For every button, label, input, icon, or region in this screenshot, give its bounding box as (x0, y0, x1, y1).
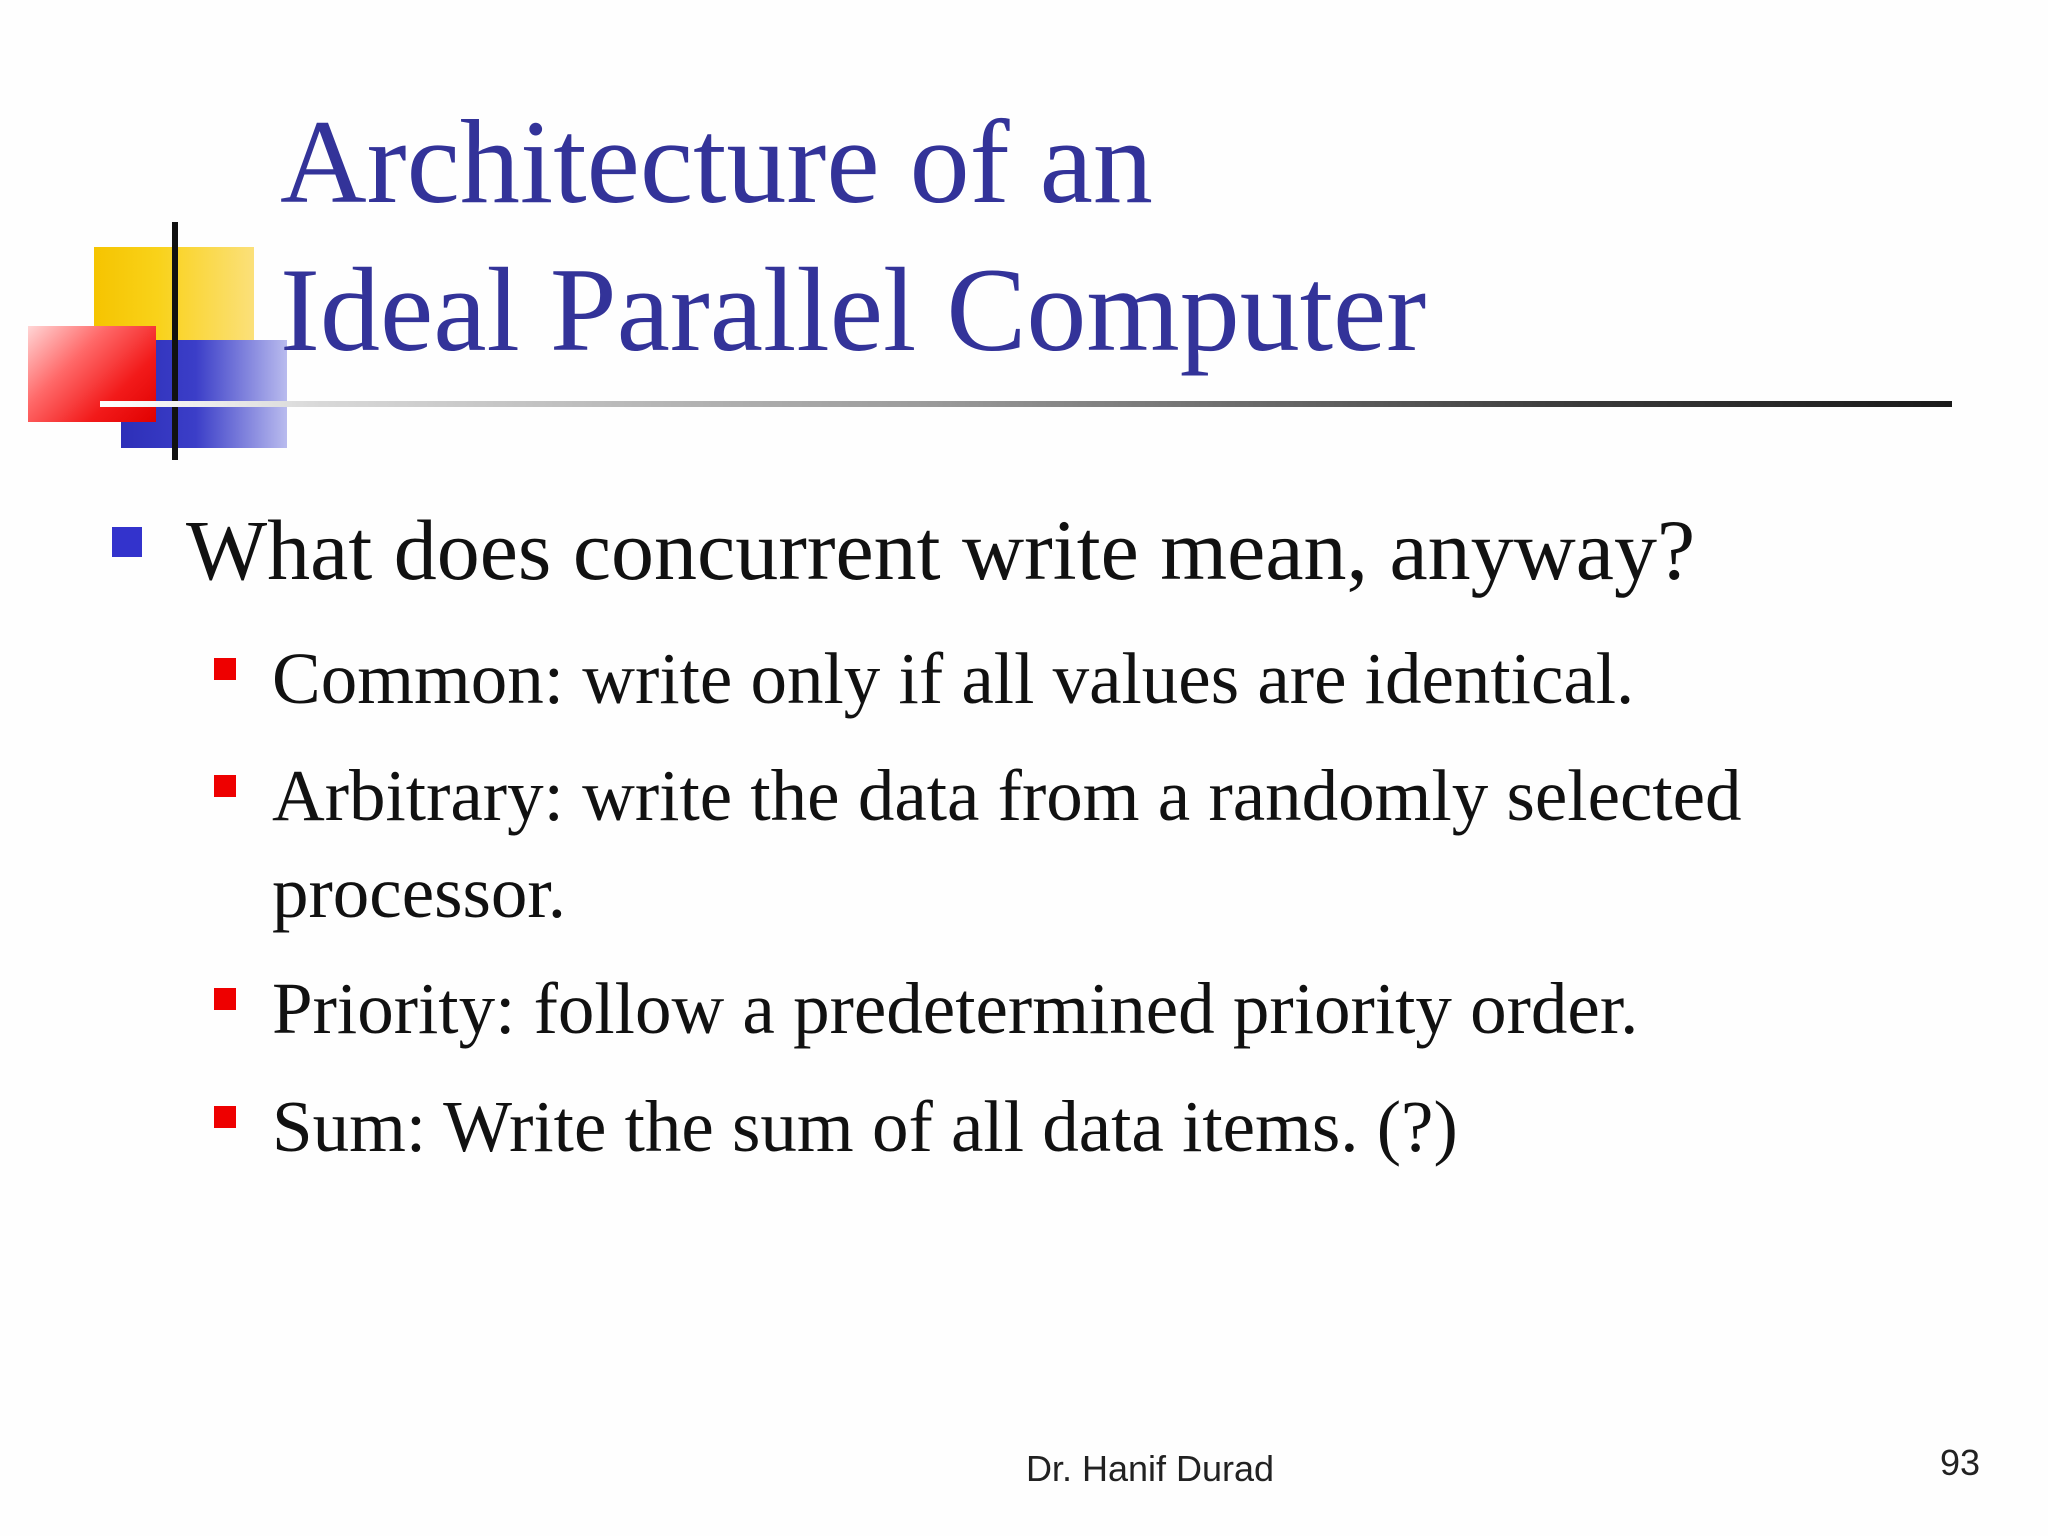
square-bullet-icon (214, 1106, 236, 1128)
decoration-vertical-line (172, 222, 178, 460)
sub-bullet-sum: Sum: Write the sum of all data items. (?) (272, 1086, 1458, 1167)
sub-bullet-priority: Priority: follow a predetermined priority order. (272, 968, 1639, 1049)
sub-bullet-common: Common: write only if all values are identical. (272, 638, 1635, 719)
footer-author: Dr. Hanif Durad (1025, 1448, 1275, 1489)
square-bullet-icon (214, 775, 236, 797)
page-number: 93 (1939, 1442, 1980, 1483)
decoration-red-block (28, 326, 156, 422)
square-bullet-icon (214, 988, 236, 1010)
title-underline-rule (100, 401, 1952, 407)
square-bullet-icon (214, 658, 236, 680)
slide-title (280, 88, 1920, 384)
slide-title-line-2: Ideal Parallel Computer (280, 243, 1427, 376)
sub-bullet-arbitrary: Arbitrary: write the data from a randomly selected processor. (272, 755, 1742, 933)
slide-title-line-1: Architecture of an (280, 95, 1153, 228)
main-bullet-text: What does concurrent write mean, anyway? (186, 502, 1696, 598)
square-bullet-icon (112, 527, 142, 557)
